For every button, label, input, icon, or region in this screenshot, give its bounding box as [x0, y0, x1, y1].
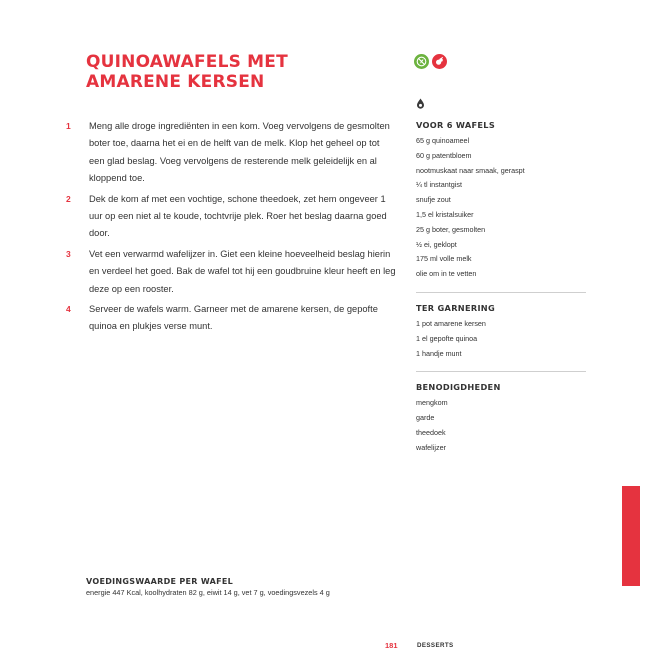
chapter-tab — [622, 486, 640, 586]
step-item — [66, 191, 396, 243]
step-number: 1 — [66, 121, 71, 131]
equipment-list — [416, 396, 586, 455]
step-text: Dek de kom af met een vochtige, schone theedoek, zet hem ongeveer 1 uur op een niet al te koude, tochtvrije plek. Roer het beslag daarna goed door. — [89, 193, 387, 239]
step-text: Serveer de wafels warm. Garneer met de amarene kersen, de gepofte quinoa en plukjes verse munt. — [89, 304, 378, 332]
step-number: 3 — [66, 248, 71, 259]
nutrition-heading: VOEDINGSWAARDE PER WAFEL — [86, 577, 234, 586]
section-heading-benodigdheden: BENODIGDHEDEN — [416, 382, 501, 393]
ingredient-list-garnering — [416, 317, 586, 361]
step-number: 2 — [66, 193, 71, 204]
title-line-2: AMARENE KERSEN — [86, 72, 265, 92]
diet-badges — [414, 54, 447, 69]
ingredients-sidebar — [416, 120, 586, 456]
section-name: DESSERTS — [417, 642, 454, 649]
ingredient-list-wafels — [416, 134, 586, 282]
nutrition-text: energie 447 Kcal, koolhydraten 82 g, eiwit 14 g, vet 7 g, voedingsvezels 4 g — [86, 588, 330, 597]
ingredient-item: nootmuskaat naar smaak, geraspt — [416, 165, 525, 175]
ingredient-item: 1,5 el kristalsuiker — [416, 209, 474, 219]
ingredient-item: 175 ml volle melk — [416, 254, 472, 264]
ingredient-item: snufje zout — [416, 195, 451, 205]
section-divider — [416, 292, 586, 293]
recipe-title — [86, 52, 386, 92]
section-divider — [416, 371, 586, 372]
no-gluten-icon — [414, 54, 429, 69]
section-heading-wafels: VOOR 6 WAFELS — [416, 120, 496, 130]
equipment-item: theedoek — [416, 427, 446, 437]
drop-icon — [416, 96, 425, 114]
ingredient-item: 60 g patentbloem — [416, 150, 472, 160]
vegetarian-icon — [432, 54, 447, 69]
page-number: 181 — [385, 641, 398, 650]
step-text: Vet een verwarmd wafelijzer in. Giet een kleine hoeveelheid beslag hierin en verdeel het goed. Bak de wafel tot hij een goudbruine kleur heeft en leg deze op een rooster. — [89, 248, 396, 294]
ingredient-item: ½ ei, geklopt — [416, 239, 457, 249]
step-item — [66, 301, 396, 336]
ingredient-item: 1 el gepofte quinoa — [416, 333, 478, 343]
section-heading-garnering: TER GARNERING — [416, 302, 495, 313]
preparation-steps — [66, 118, 396, 339]
equipment-item: mengkom — [416, 398, 448, 408]
equipment-item: garde — [416, 413, 435, 423]
ingredient-item: ¼ tl instantgist — [416, 180, 462, 190]
equipment-item: wafelijzer — [416, 442, 446, 452]
title-line-1: QUINOAWAFELS MET — [86, 52, 288, 72]
step-text: Meng alle droge ingrediënten in een kom. Voeg vervolgens de gesmolten boter toe, daarna het ei en de helft van de melk. Klop het geheel op tot een glad beslag. Voeg vervolgens de resterende melk geleidelijk en al kloppend toe. — [89, 121, 390, 184]
step-number: 4 — [66, 304, 71, 315]
ingredient-item: 65 g quinoameel — [416, 136, 470, 145]
nutrition-info — [86, 577, 416, 597]
ingredient-item: 1 handje munt — [416, 348, 462, 358]
ingredient-item: 25 g boter, gesmolten — [416, 224, 486, 234]
ingredient-item: olie om in te vetten — [416, 269, 477, 279]
step-item — [66, 246, 396, 298]
ingredient-item: 1 pot amarene kersen — [416, 318, 486, 328]
step-item — [66, 118, 396, 188]
